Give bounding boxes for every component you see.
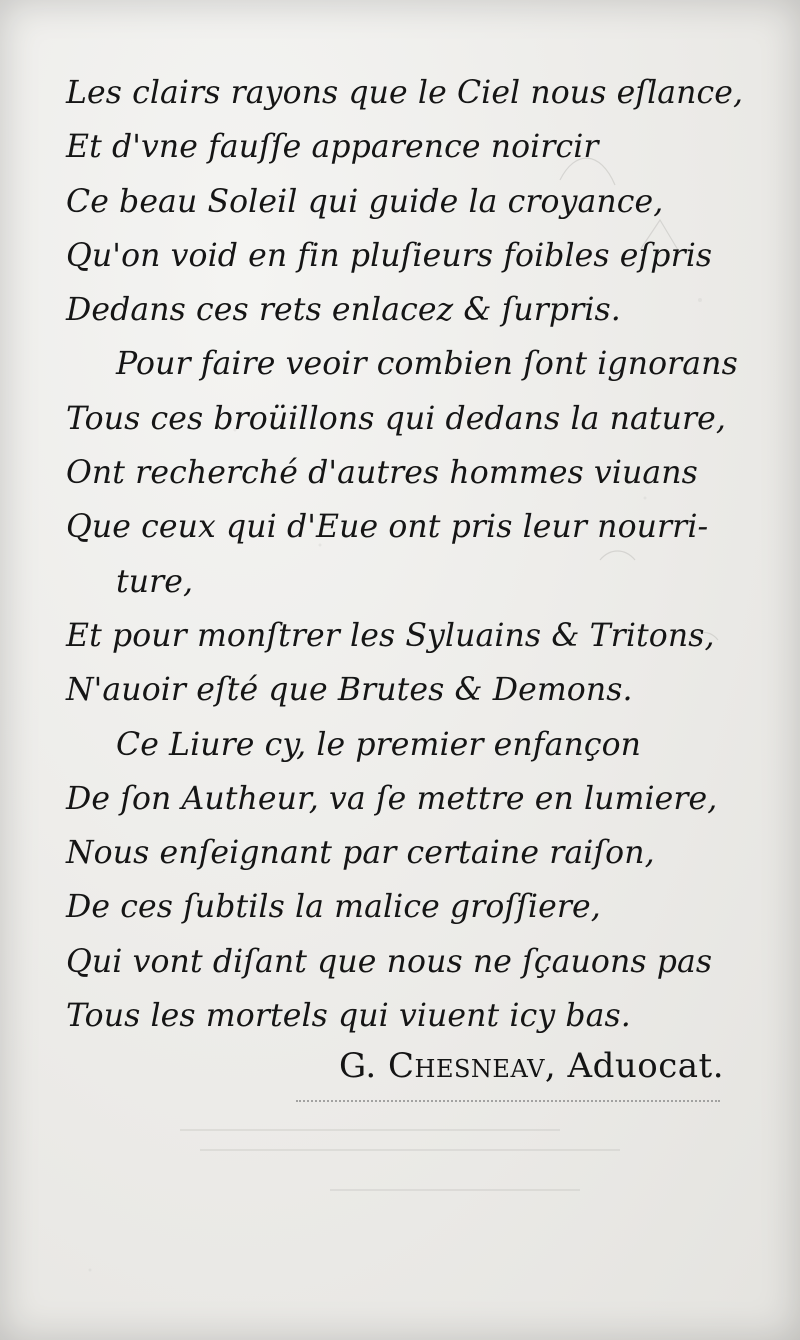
signature-underline — [296, 1100, 720, 1102]
poem-line: Ce Liure cy, le premier enfançon — [116, 726, 642, 763]
signature-surname: Chesneav, — [388, 1046, 557, 1086]
poem-line: N'auoir eſté que Brutes & Demons. — [66, 672, 633, 709]
poem — [66, 66, 756, 1043]
poem-line: Tous ces broüillons qui dedans la nature, — [66, 400, 727, 437]
poem-line: Tous les mortels qui viuent icy bas. — [66, 998, 631, 1035]
poem-line: Nous enſeignant par certaine raiſon, — [66, 835, 655, 872]
poem-line: Et pour monſtrer les Syluains & Tritons, — [66, 617, 715, 654]
poem-line: Qu'on void en fin pluſieurs foibles eſpris — [66, 237, 713, 274]
poem-line: Les clairs rayons que le Ciel nous eſlance, — [66, 75, 744, 111]
poem-line: De ſon Autheur, va ſe mettre en lumiere, — [66, 780, 718, 817]
poem-line: Dedans ces rets enlacez & ſurpris. — [66, 292, 621, 329]
poem-line: Ont recherché d'autres hommes viuans — [66, 455, 698, 492]
signature-title: Aduocat. — [567, 1046, 724, 1086]
poem-line: Pour faire veoir combien ſont ignorans — [116, 346, 738, 383]
signature-initial: G. — [338, 1046, 377, 1086]
poem-line: De ces ſubtils la malice groſſiere, — [66, 889, 601, 926]
poem-line: Que ceux qui d'Eue ont pris leur nourri- — [66, 509, 709, 546]
poem-line: ture, — [116, 563, 194, 600]
poem-line: Et d'vne fauſſe apparence noircir — [66, 129, 599, 166]
poem-line: Ce beau Soleil qui guide la croyance, — [66, 183, 664, 220]
poem-line: Qui vont diſant que nous ne ſçauons pas — [66, 943, 713, 980]
author-signature — [339, 1046, 724, 1086]
